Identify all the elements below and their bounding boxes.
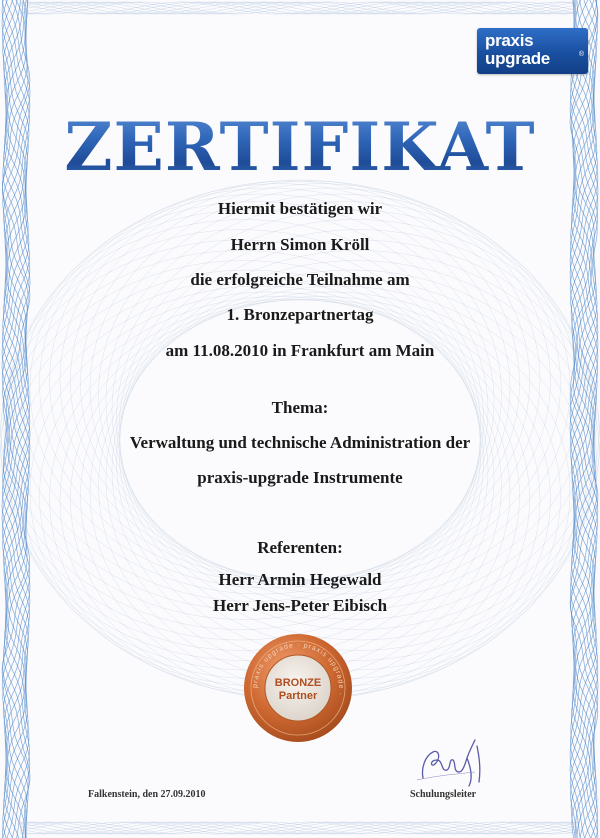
- event-date-location: am 11.08.2010 in Frankfurt am Main: [165, 341, 435, 360]
- topic-line-1: Verwaltung und technische Administration der: [129, 433, 471, 452]
- speaker-2: Herr Jens-Peter Eibisch: [212, 596, 388, 615]
- seal-partner-label: Partner: [278, 690, 318, 702]
- participation-text: die erfolgreiche Teilnahme am: [190, 270, 410, 289]
- signatory-role: Schulungsleiter: [410, 789, 477, 800]
- logo-line-upgrade: upgrade: [485, 49, 550, 68]
- seal-ring-text: praxis upgrade · praxis upgrade ·: [251, 641, 345, 697]
- praxis-upgrade-logo: [477, 28, 588, 74]
- logo-line-praxis: praxis: [485, 31, 534, 50]
- seal-bronze-label: BRONZE: [274, 677, 322, 689]
- confirmation-text: Hiermit bestätigen wir: [217, 199, 383, 218]
- place-and-date: Falkenstein, den 27.09.2010: [88, 789, 206, 800]
- speakers-heading: Referenten:: [257, 538, 343, 557]
- topic-line-2: praxis-upgrade Instrumente: [197, 468, 403, 487]
- logo-registered-mark: ®: [578, 51, 584, 58]
- bronze-partner-seal: [242, 632, 354, 744]
- certificate-title: ZERTIFIKAT: [0, 108, 600, 186]
- event-name: 1. Bronzepartnertag: [226, 305, 374, 324]
- topic-heading: Thema:: [271, 398, 329, 417]
- signature: [415, 738, 490, 790]
- speaker-1: Herr Armin Hegewald: [218, 570, 382, 589]
- recipient-name: Herrn Simon Kröll: [230, 235, 370, 254]
